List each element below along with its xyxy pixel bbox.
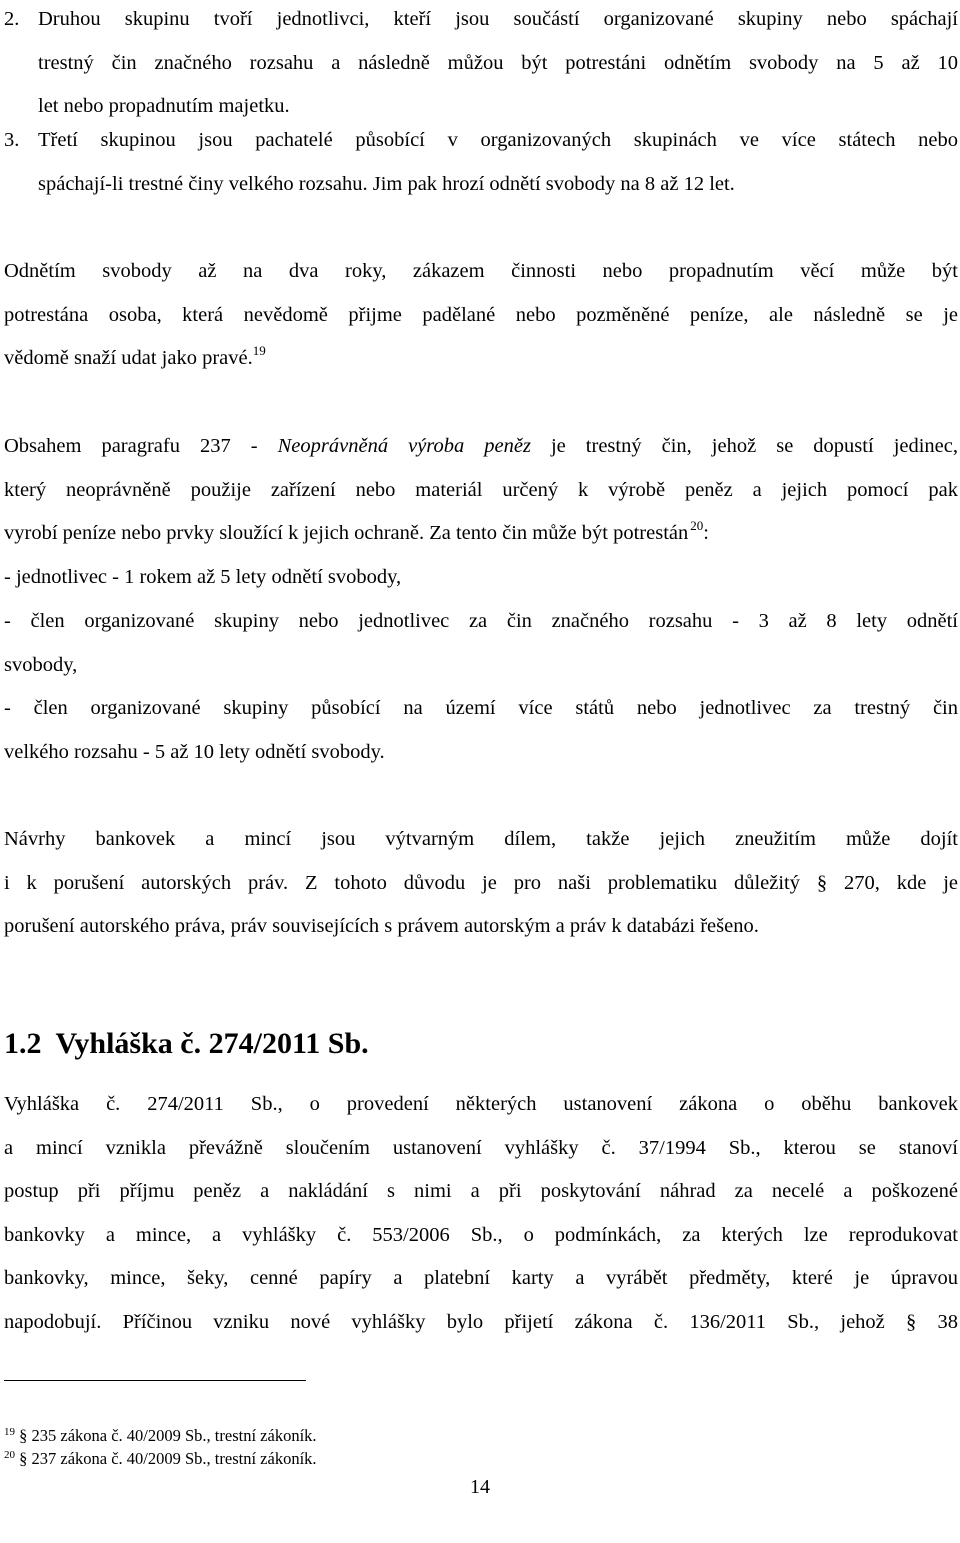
penalty-item-2 <box>4 600 958 687</box>
text-segment: : <box>703 522 709 544</box>
text-line: Odnětím svobody až na dva roky, zákazem činnosti nebo propadnutím věcí může být <box>4 260 958 282</box>
footnote-text: § 235 zákona č. 40/2009 Sb., trestní zákoník. <box>19 1426 317 1445</box>
list-item-3 <box>4 119 958 206</box>
footnote-number: 20 <box>4 1449 15 1461</box>
paragraph-copyright <box>4 818 958 949</box>
text-line: bankovky a mince, a vyhlášky č. 553/2006 Sb., o podmínkách, za kterých lze reprodukovat <box>4 1223 958 1246</box>
section-heading <box>4 1024 369 1064</box>
text-line: porušení autorského práva, práv souvisejících s právem autorským a práv k databázi řešeno. <box>4 915 759 937</box>
text-line: Třetí skupinou jsou pachatelé působící v organizovaných skupinách ve více státech nebo <box>38 129 958 151</box>
penalty-item-1 <box>4 556 958 600</box>
text-line: - člen organizované skupiny působící na území více států nebo jednotlivec za trestný čin <box>4 697 958 719</box>
list-item-number: 2. <box>4 8 20 30</box>
text-line: let nebo propadnutím majetku. <box>38 95 290 117</box>
paragraph-section-237 <box>4 425 958 556</box>
footnote-19 <box>4 1425 317 1447</box>
footnote-20 <box>4 1448 317 1470</box>
text-line: Druhou skupinu tvoří jednotlivci, kteří jsou součástí organizované skupiny nebo spáchají <box>38 8 958 30</box>
text-line: spáchají-li trestné činy velkého rozsahu. Jim pak hrozí odnětí svobody na 8 až 12 let. <box>38 172 735 195</box>
list-item-2 <box>4 0 958 129</box>
page-number: 14 <box>470 1476 490 1498</box>
text-segment: je trestný čin, jehož se dopustí jedinec, <box>550 435 959 457</box>
text-line: vyrobí peníze nebo prvky sloužící k jejich ochraně. Za tento čin může být potrestán <box>4 522 689 544</box>
paragraph-counterfeit-acceptance <box>4 250 958 381</box>
text-line: i k porušení autorských práv. Z tohoto důvodu je pro naši problematiku důležitý § 270, kde je <box>4 871 958 894</box>
footnote-separator <box>4 1380 306 1381</box>
text-line: a mincí vznikla převážně sloučením ustanovení vyhlášky č. 37/1994 Sb., kterou se stanoví <box>4 1136 958 1159</box>
penalty-item-3 <box>4 687 958 774</box>
italic-term: Neoprávněná výroba peněz <box>277 435 531 457</box>
footnote-ref-19[interactable]: 19 <box>252 343 266 358</box>
text-line: napodobují. Příčinou vzniku nové vyhlášky bylo přijetí zákona č. 136/2011 Sb., jehož § 38 <box>4 1310 958 1333</box>
footnote-ref-20[interactable]: 20 <box>690 518 704 533</box>
text-line: velkého rozsahu - 5 až 10 lety odnětí svobody. <box>4 740 385 763</box>
text-line: - člen organizované skupiny nebo jednotlivec za čin značného rozsahu - 3 až 8 lety odnětí <box>4 610 958 632</box>
text-line: který neoprávněně použije zařízení nebo materiál určený k výrobě peněz a jejich pomocí pak <box>4 478 958 501</box>
text-line: Návrhy bankovek a mincí jsou výtvarným dílem, takže jejich zneužitím může dojít <box>4 828 958 850</box>
text-line: trestný čin značného rozsahu a následně můžou být potrestáni odnětím svobody na 5 až 10 <box>38 51 958 74</box>
text-line: - jednotlivec - 1 rokem až 5 lety odnětí svobody, <box>4 566 402 588</box>
section-number: 1.2 <box>4 1027 42 1060</box>
text-line: potrestána osoba, která nevědomě přijme padělané nebo pozměněné peníze, ale následně se je <box>4 303 958 326</box>
text-line: postup při příjmu peněz a nakládání s nimi a při poskytování náhrad za necelé a poškozené <box>4 1180 958 1202</box>
text-line: Vyhláška č. 274/2011 Sb., o provedení některých ustanovení zákona o oběhu bankovek <box>4 1093 958 1115</box>
text-segment: Obsahem paragrafu 237 - <box>4 435 258 457</box>
list-item-number: 3. <box>4 129 20 151</box>
text-line: vědomě snaží udat jako pravé. <box>4 347 253 369</box>
paragraph-decree <box>4 1083 958 1344</box>
footnote-number: 19 <box>4 1426 15 1438</box>
text-line: svobody, <box>4 653 78 676</box>
section-title: Vyhláška č. 274/2011 Sb. <box>55 1027 369 1060</box>
footnote-text: § 237 zákona č. 40/2009 Sb., trestní zákoník. <box>19 1449 317 1468</box>
text-line: bankovky, mince, šeky, cenné papíry a platební karty a vyrábět předměty, které je úpravou <box>4 1267 958 1289</box>
